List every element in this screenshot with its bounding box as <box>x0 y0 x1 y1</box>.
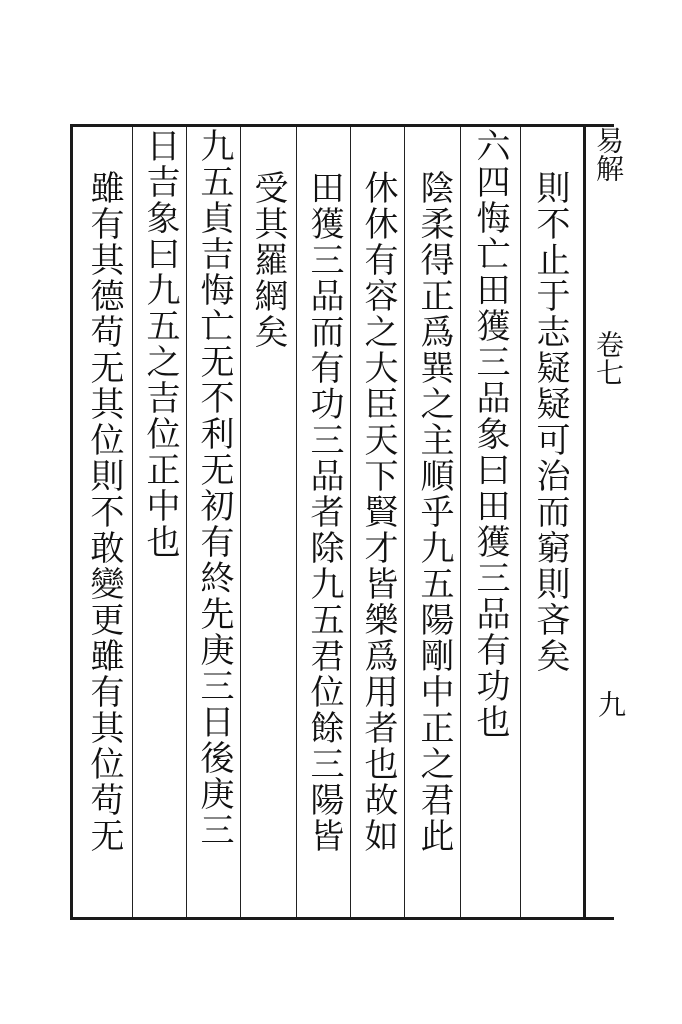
margin-page-number: 九 <box>594 690 627 718</box>
text-column-2: 六四悔亡田獲三品象曰田獲三品有功也 <box>470 128 510 740</box>
column-rule <box>350 127 351 917</box>
margin-volume: 卷七 <box>592 330 625 386</box>
text-column-7: 九五貞吉悔亡无不利无初有終先庚三日後庚三 <box>194 128 234 848</box>
text-column-4: 休休有容之大臣天下賢才皆樂爲用者也故如 <box>358 170 398 854</box>
column-rule <box>460 127 461 917</box>
column-rule <box>240 127 241 917</box>
text-column-3: 陰柔得正爲巽之主順乎九五陽剛中正之君此 <box>414 170 454 854</box>
text-column-6: 受其羅網矣 <box>248 170 288 350</box>
margin-strip <box>586 124 614 920</box>
margin-title: 易解 <box>592 126 625 182</box>
text-column-5: 田獲三品而有功三品者除九五君位餘三陽皆 <box>304 170 344 854</box>
column-rule <box>296 127 297 917</box>
column-rule <box>520 127 521 917</box>
column-rule <box>186 127 187 917</box>
column-rule <box>132 127 133 917</box>
column-rule <box>404 127 405 917</box>
text-column-1: 則不止于志疑疑可治而窮則吝矣 <box>530 170 570 674</box>
text-column-9: 雖有其德苟无其位則不敢變更雖有其位苟无 <box>84 170 124 854</box>
text-column-8: 日吉象曰九五之吉位正中也 <box>140 128 180 560</box>
